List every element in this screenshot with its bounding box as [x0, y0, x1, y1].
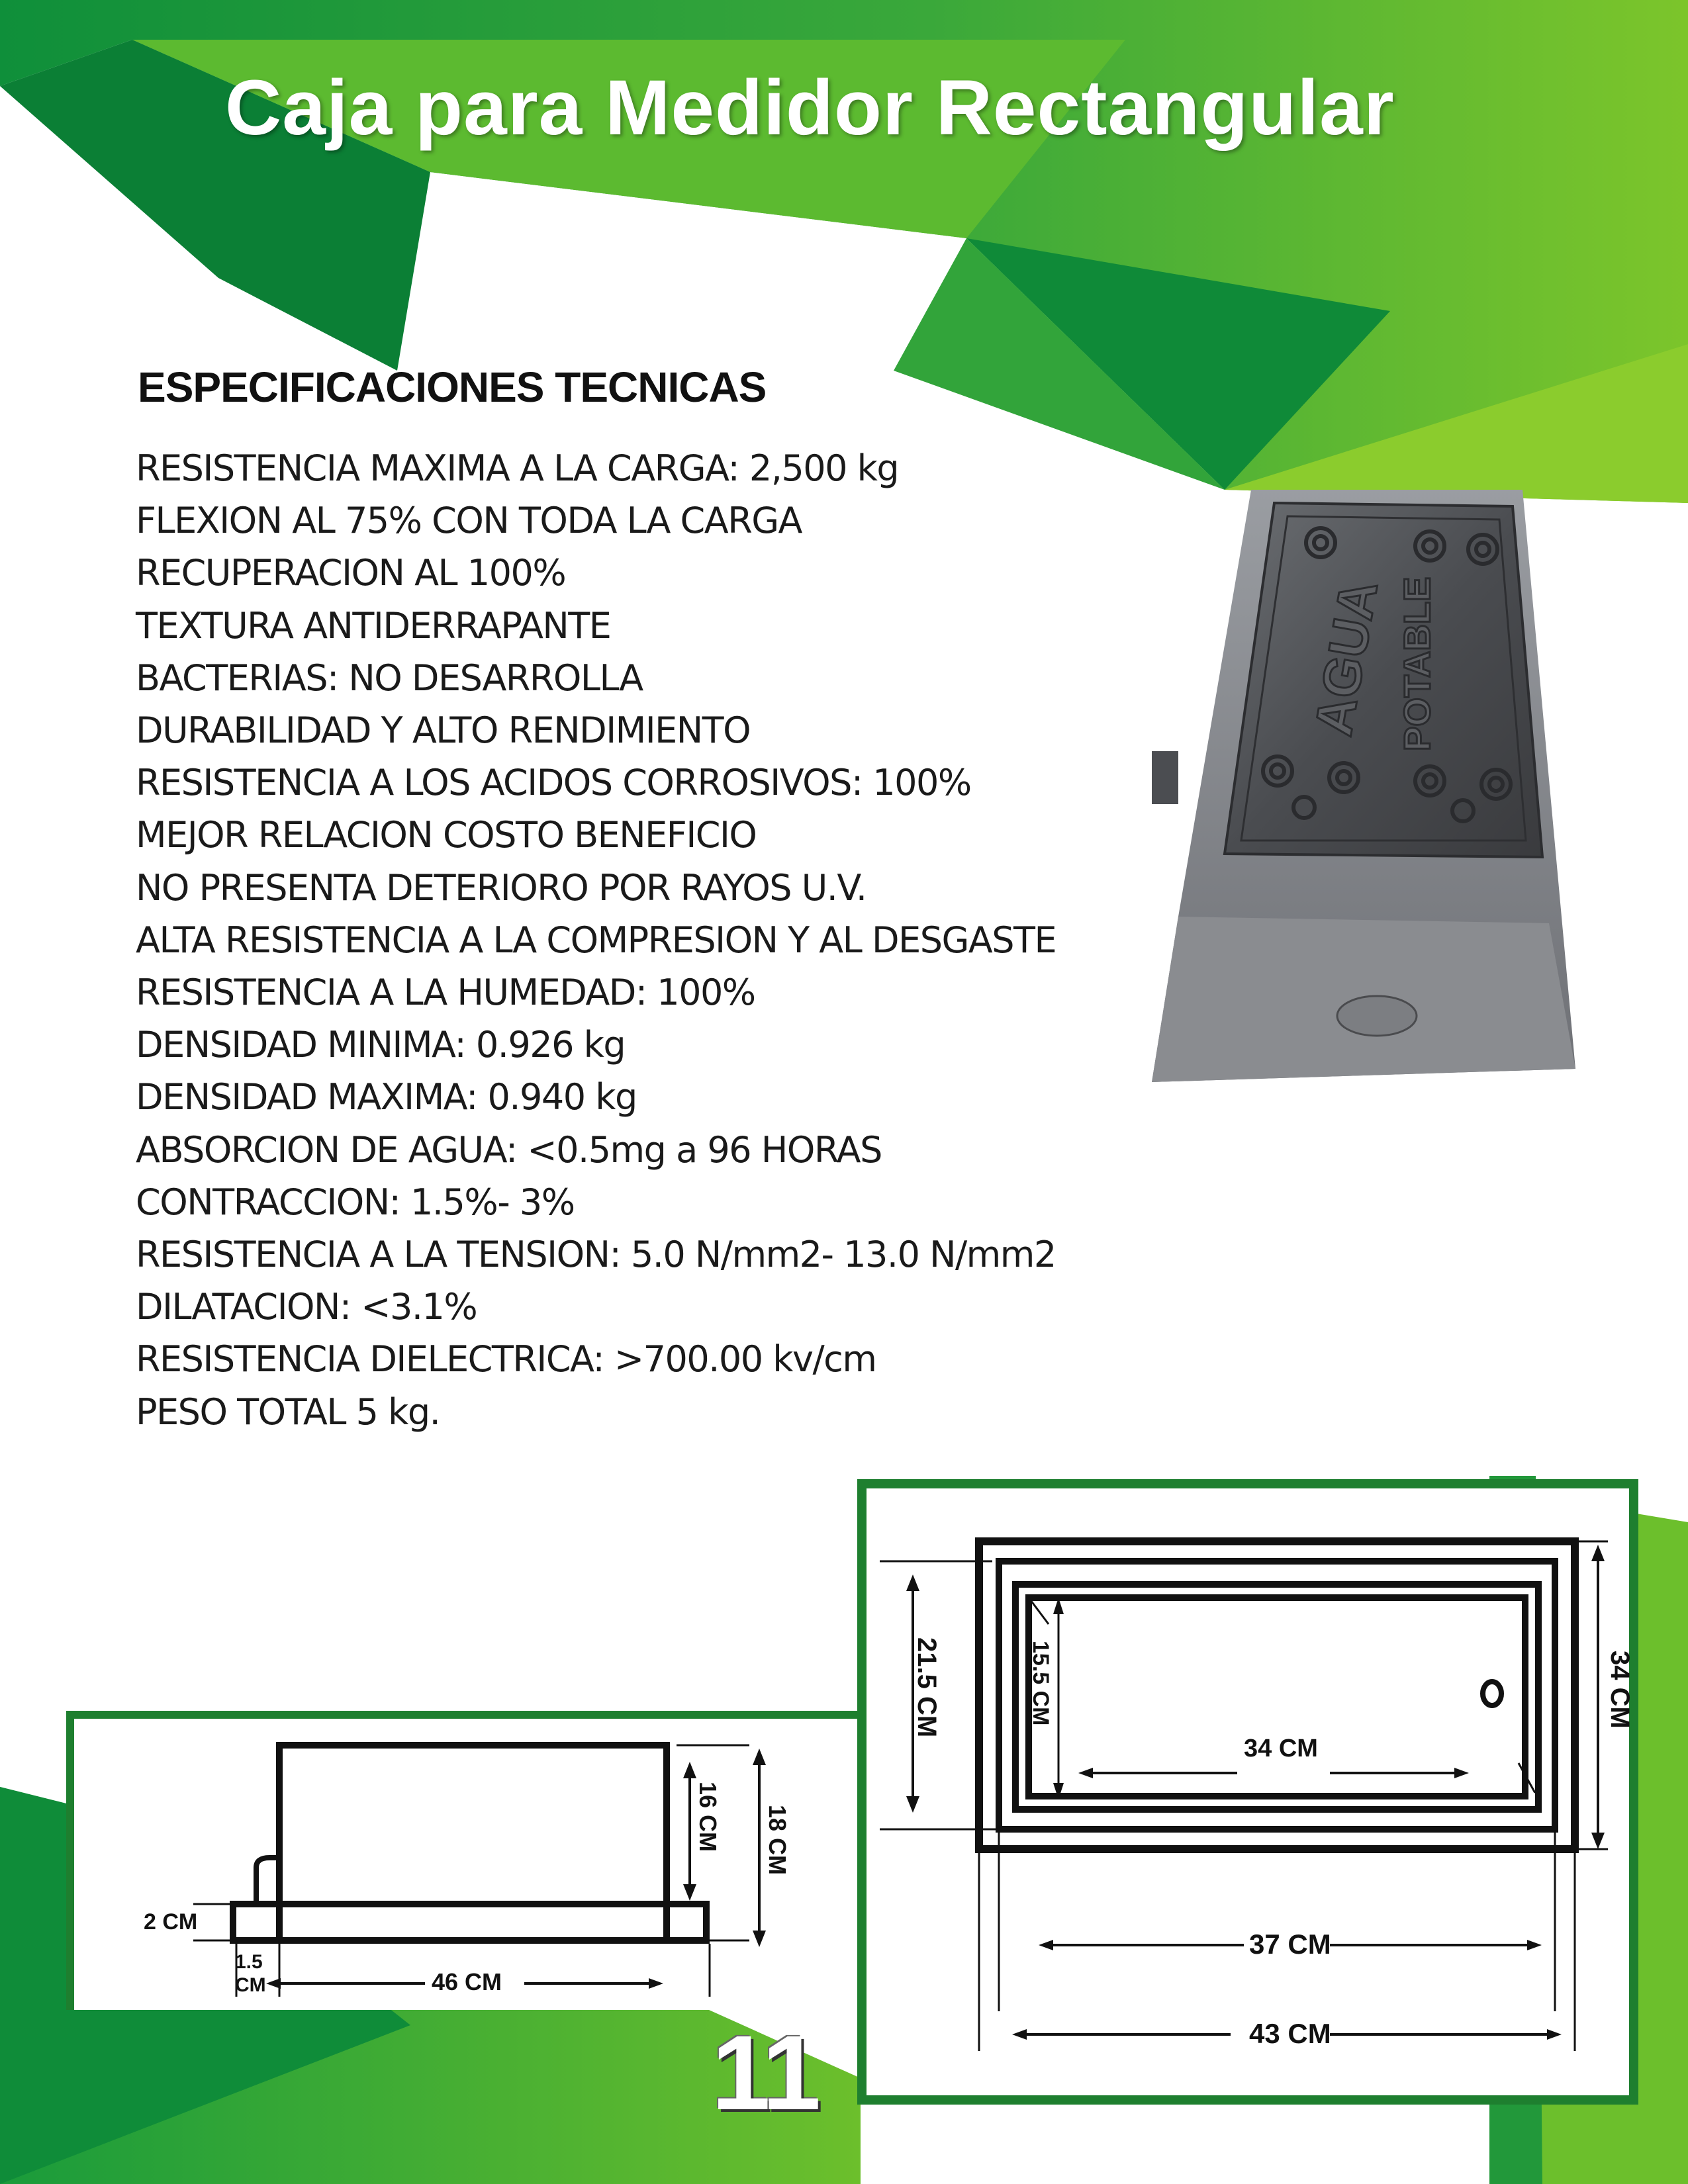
dim-2cm: 2 CM: [144, 1909, 198, 1934]
spec-item: FLEXION AL 75% CON TODA LA CARGA: [136, 500, 802, 542]
spec-item: NO PRESENTA DETERIORO POR RAYOS U.V.: [136, 866, 867, 909]
dim-1-5-bottom: CM: [235, 1974, 266, 1996]
side-view-panel: [66, 1711, 868, 2010]
spec-item: MEJOR RELACION COSTO BENEFICIO: [136, 814, 757, 856]
spec-item: CONTRACCION: 1.5%- 3%: [136, 1181, 575, 1223]
page-number: 11: [712, 2013, 819, 2132]
spec-item: DURABILIDAD Y ALTO RENDIMIENTO: [136, 709, 751, 752]
spec-item: RESISTENCIA A LA TENSION: 5.0 N/mm2- 13.0 N/mm2: [136, 1234, 1056, 1276]
dim-43cm: 43 CM: [1249, 2018, 1331, 2049]
dim-21-5cm: 21.5 CM: [912, 1637, 941, 1738]
dim-34cm-inner: 34 CM: [1244, 1735, 1318, 1762]
spec-item: DENSIDAD MINIMA: 0.926 kg: [136, 1024, 626, 1066]
spec-item: RECUPERACION AL 100%: [136, 552, 566, 594]
spec-item: RESISTENCIA MAXIMA A LA CARGA: 2,500 kg: [136, 447, 899, 489]
dim-1-5-top: 1.5: [235, 1951, 263, 1973]
lid-text-agua: AGUA: [1303, 576, 1389, 740]
dim-34cm-side: 34 CM: [1605, 1651, 1634, 1729]
spec-item: DENSIDAD MAXIMA: 0.940 kg: [136, 1076, 637, 1118]
product-photo: [1152, 486, 1575, 1122]
spec-item: ALTA RESISTENCIA A LA COMPRESION Y AL DESGASTE: [136, 919, 1056, 961]
spec-item: PESO TOTAL 5 kg.: [136, 1390, 440, 1433]
dim-46cm: 46 CM: [432, 1968, 502, 1995]
top-view-drawing: [867, 1488, 1634, 2095]
dim-15-5cm: 15.5 CM: [1028, 1641, 1053, 1726]
dim-18cm: 18 CM: [764, 1805, 791, 1876]
spec-item: ABSORCION DE AGUA: <0.5mg a 96 HORAS: [136, 1128, 882, 1171]
lid-text-potable: POTABLE: [1396, 576, 1438, 751]
dim-37cm: 37 CM: [1249, 1929, 1331, 1960]
top-view-panel: [857, 1479, 1638, 2105]
spec-item: DILATACION: <3.1%: [136, 1286, 477, 1328]
spec-item: BACTERIAS: NO DESARROLLA: [136, 657, 643, 699]
spec-item: TEXTURA ANTIDERRAPANTE: [136, 604, 611, 647]
spec-item: RESISTENCIA A LA HUMEDAD: 100%: [136, 972, 755, 1014]
spec-item: RESISTENCIA DIELECTRICA: >700.00 kv/cm: [136, 1338, 876, 1381]
specs-list: [136, 442, 1056, 1438]
specs-heading: ESPECIFICACIONES TECNICAS: [138, 363, 767, 411]
side-view-drawing: [74, 1719, 868, 2010]
dim-16cm: 16 CM: [694, 1782, 722, 1852]
spec-item: RESISTENCIA A LOS ACIDOS CORROSIVOS: 100%: [136, 762, 971, 804]
page-title: Caja para Medidor Rectangular: [225, 64, 1395, 152]
